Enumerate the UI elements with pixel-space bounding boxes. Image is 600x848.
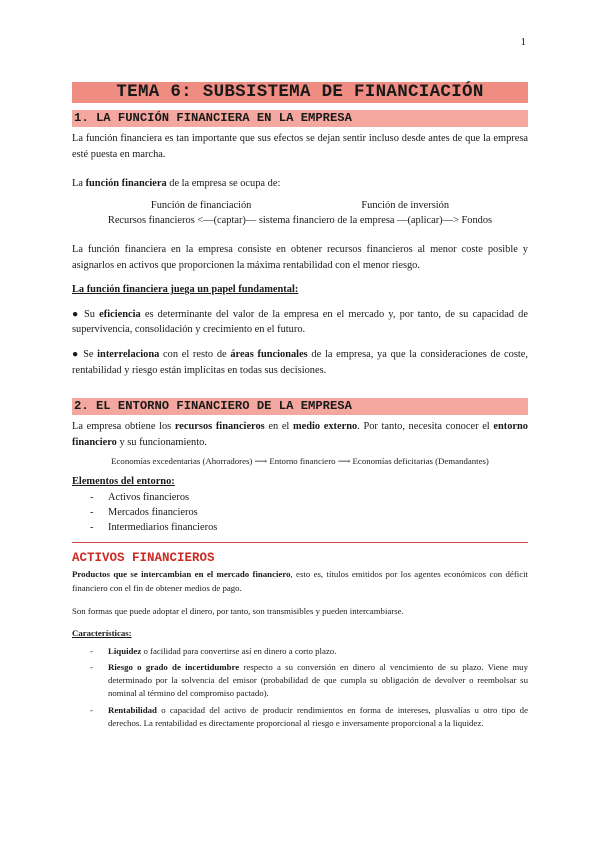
economies-flow-line: Economías excedentarias (Ahorradores) ⟶ Entorno financiero ⟶ Economías deficitarias (Demandantes): [111, 455, 489, 466]
environment-elements-heading: Elementos del entorno:: [72, 475, 175, 487]
financial-assets-paragraph-2: Son formas que puede adoptar el dinero, por tanto, son transmisibles y pueden intercambiarse.: [72, 605, 404, 616]
characteristics-list: [90, 645, 528, 730]
financing-function-label: Función de financiación: [150, 199, 252, 211]
document-title: TEMA 6: SUBSISTEMA DE FINANCIACIÓN: [72, 82, 528, 103]
investment-function-label: Función de inversión: [361, 199, 450, 211]
section-1-paragraph-2: La función financiera de la empresa se ocupa de:: [72, 178, 281, 190]
section-1-paragraph-3: La función financiera en la empresa consiste en obtener recursos financieros al menor coste posible y asignarlos en activos que proporcionen la máxima rentabilidad con el menor riesgo.: [72, 244, 528, 271]
section-2-paragraph-1: La empresa obtiene los recursos financieros en el medio externo. Por tanto, necesita conocer el entorno financiero y su funcionamiento.: [72, 421, 528, 448]
characteristics-heading: Características:: [72, 628, 132, 639]
financial-function-diagram: [72, 198, 528, 229]
financial-flow-line: Recursos financieros <—(captar)— sistema financiero de la empresa —(aplicar)—> Fondos: [107, 215, 493, 227]
list-item: - Mercados financieros: [90, 505, 528, 520]
interrelation-bullet: ● Se interrelaciona con el resto de áreas funcionales de la empresa, ya que la consideraciones de coste, rentabilidad y riesgo están implícitas en todas sus decisiones.: [72, 349, 528, 376]
environment-elements-list: [90, 490, 528, 535]
financial-assets-heading: ACTIVOS FINANCIEROS: [72, 550, 215, 565]
list-item: - Liquidez o facilidad para convertirse así en dinero a corto plazo.: [90, 645, 528, 658]
financial-assets-definition: Productos que se intercambian en el mercado financiero, esto es, títulos emitidos por los agentes económicos con déficit financiero con el fin de obtener medios de pago.: [72, 569, 528, 593]
section-1-paragraph-1: La función financiera es tan importante que sus efectos se dejan sentir incluso desde antes de que la empresa esté puesta en marcha.: [72, 133, 528, 160]
section-divider: [72, 542, 528, 543]
efficiency-bullet: ● Su eficiencia es determinante del valor de la empresa en el mercado y, por tanto, de su capacidad de supervivencia, consolidación y crecimiento en el futuro.: [72, 308, 528, 336]
list-item: - Rentabilidad o capacidad del activo de producir rendimientos en forma de intereses, plusvalías u otro tipo de derechos. La rentabilidad es directamente proporcional al riesgo e inversamente proporcional a la liquidez.: [90, 704, 528, 730]
section-2-heading: 2. EL ENTORNO FINANCIERO DE LA EMPRESA: [72, 398, 528, 415]
fundamental-role-heading: La función financiera juega un papel fundamental:: [72, 284, 299, 296]
document-body: [72, 82, 528, 733]
list-item: - Intermediarios financieros: [90, 520, 528, 535]
section-1-heading: 1. LA FUNCIÓN FINANCIERA EN LA EMPRESA: [72, 110, 528, 127]
list-item: - Activos financieros: [90, 490, 528, 505]
page-number: 1: [520, 36, 526, 48]
list-item: - Riesgo o grado de incertidumbre respecto a su conversión en dinero al vencimiento de su plazo. Viene muy determinado por la solvencia del emisor (probabilidad de que cumpla su obligación de devolver o reembolsar su nominal al término del compromiso pactado).: [90, 661, 528, 701]
